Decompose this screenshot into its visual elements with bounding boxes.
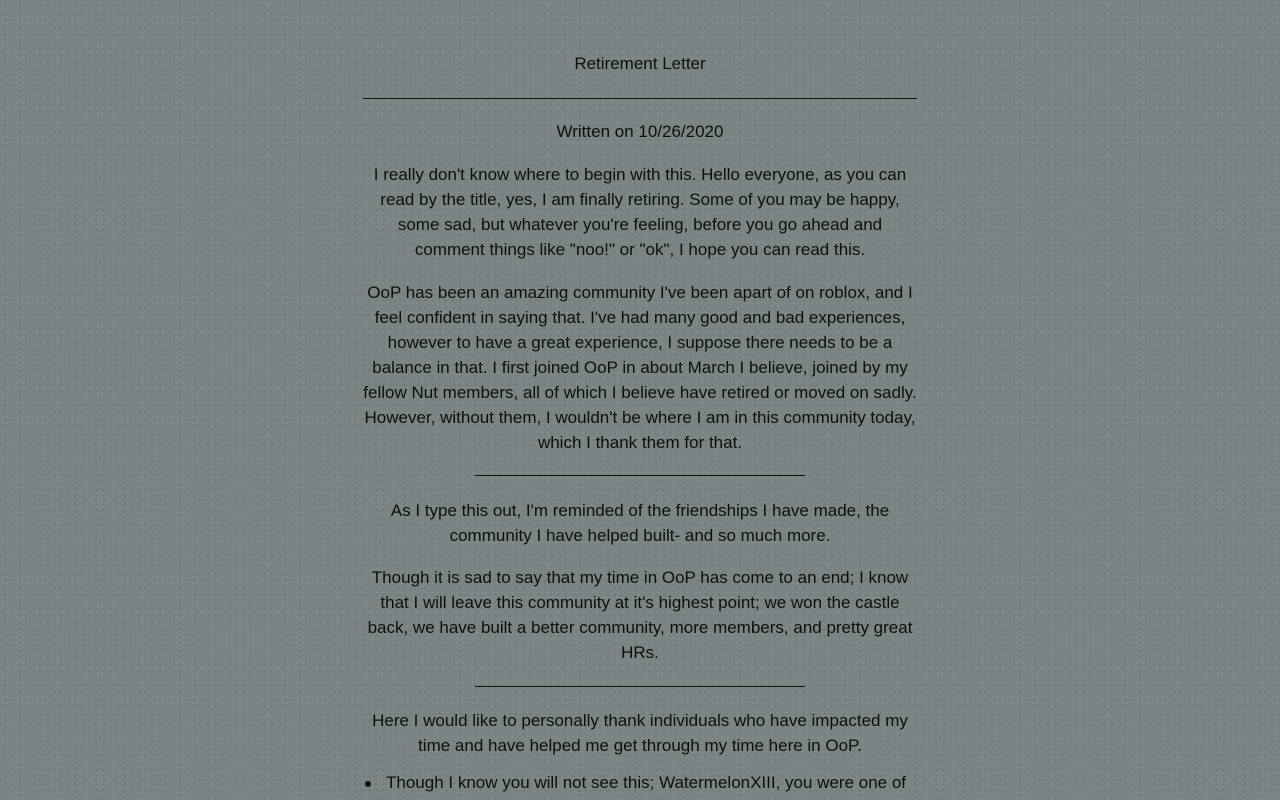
- section-divider: [475, 686, 805, 687]
- thanks-list: [363, 770, 917, 795]
- section-divider: [475, 475, 805, 476]
- list-item: [363, 770, 917, 795]
- page-title: Retirement Letter: [574, 54, 706, 73]
- paragraph-ending: Though it is sad to say that my time in OoP has come to an end; I know that I will leave this community at it's highest point; we won the castle back, we have built a better community, more members, and pretty great HRs.: [367, 568, 913, 662]
- written-date: Written on 10/26/2020: [556, 122, 724, 141]
- paragraph-intro: I really don't know where to begin with this. Hello everyone, as you can read by the title, yes, I am finally retiring. Some of you may be happy, some sad, but whatever you're feeling, before you go ahead and comment things like "noo!" or "ok", I hope you can read this.: [373, 165, 907, 259]
- title-divider: [363, 98, 917, 99]
- list-item-text: Though I know you will not see this; WatermelonXIII, you were one of: [386, 773, 907, 792]
- paragraph-history: OoP has been an amazing community I've been apart of on roblox, and I feel confident in saying that. I've had many good and bad experiences, however to have a great experience, I suppose there needs to be a balance in that. I first joined OoP in about March I believe, joined by my fellow Nut members, all of which I believe have retired or moved on sadly. However, without them, I wouldn't be where I am in this community today, which I thank them for that.: [363, 283, 917, 452]
- paragraph-friendships: As I type this out, I'm reminded of the friendships I have made, the community I have helped built- and so much more.: [390, 501, 890, 545]
- bullet-icon: [365, 781, 371, 787]
- paragraph-thanks: Here I would like to personally thank individuals who have impacted my time and have helped me get through my time here in OoP.: [372, 711, 908, 755]
